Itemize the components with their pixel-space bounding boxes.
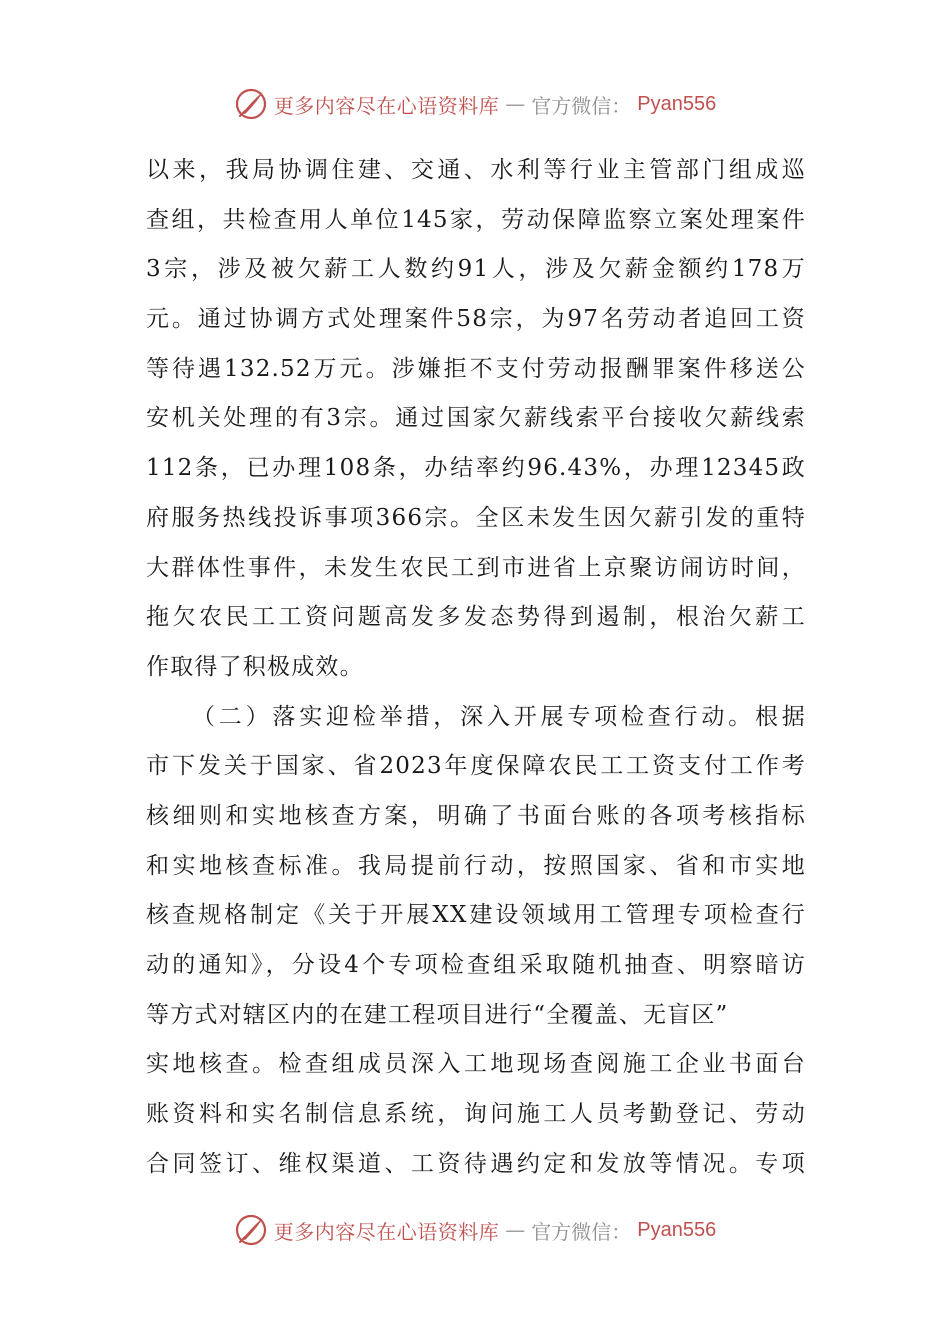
section-heading-line: （二）落实迎检举措，深入开展专项检查行动。根据 [192, 703, 806, 730]
document-body [146, 146, 806, 1189]
body-line: 等待遇132.52万元。涉嫌拒不支付劳动报酬罪案件移送公 [146, 355, 806, 382]
banner-wechat-label: 官方微信： [531, 1219, 632, 1244]
banner-wechat-id: Pyan556 [637, 92, 717, 115]
body-line: 府服务热线投诉事项366宗。全区未发生因欠薪引发的重特 [146, 504, 806, 531]
body-line: 大群体性事件，未发生农民工到市进省上京聚访闹访时间， [146, 554, 806, 581]
body-line: 安机关处理的有3宗。通过国家欠薪线索平台接收欠薪线索 [146, 405, 806, 432]
banner-dash: — [505, 92, 526, 116]
body-line: 112条，已办理108条，办结率约96.43%，办理12345政 [146, 455, 806, 482]
body-line: 合同签订、维权渠道、工资待遇约定和发放等情况。专项 [146, 1150, 806, 1177]
body-line: 动的通知》，分设4个专项检查组采取随机抽查、明察暗访 [146, 952, 806, 978]
body-line: 和实地核查标准。我局提前行动，按照国家、省和市实地 [146, 852, 806, 879]
banner-wechat-label: 官方微信： [531, 93, 632, 118]
body-line: 等方式对辖区内的在建工程项目进行“全覆盖、无盲区” [146, 1001, 729, 1028]
body-line: 拖欠农民工工资问题高发多发态势得到遏制，根治欠薪工 [146, 604, 806, 631]
header-banner [0, 84, 950, 124]
body-line: 核查规格制定《关于开展XX建设领域用工管理专项检查行 [146, 902, 806, 929]
body-line: 查组，共检查用人单位145家，劳动保障监察立案处理案件 [146, 206, 806, 233]
body-line: 元。通过协调方式处理案件58宗，为97名劳动者追回工资 [146, 306, 806, 333]
banner-site-name: 更多内容尽在心语资料库 [273, 93, 500, 118]
body-line: 以来，我局协调住建、交通、水利等行业主管部门组成巡 [146, 157, 806, 183]
banner-site-name: 更多内容尽在心语资料库 [273, 1219, 500, 1244]
body-line: 账资料和实名制信息系统，询问施工人员考勤登记、劳动 [146, 1101, 806, 1128]
body-line: 3宗，涉及被欠薪工人数约91人，涉及欠薪金额约178万 [146, 256, 806, 283]
footer-banner [0, 1210, 950, 1250]
body-line: 实地核查。检查组成员深入工地现场查阅施工企业书面台 [146, 1051, 806, 1078]
quill-pen-logo-icon [234, 1213, 268, 1247]
quill-pen-logo-icon [234, 87, 268, 121]
body-line: 作取得了积极成效。 [146, 653, 364, 680]
banner-wechat-id: Pyan556 [637, 1218, 717, 1241]
banner-dash: — [505, 1218, 526, 1242]
body-line: 市下发关于国家、省2023年度保障农民工工资支付工作考 [146, 753, 806, 780]
body-line: 核细则和实地核查方案，明确了书面台账的各项考核指标 [146, 802, 806, 829]
